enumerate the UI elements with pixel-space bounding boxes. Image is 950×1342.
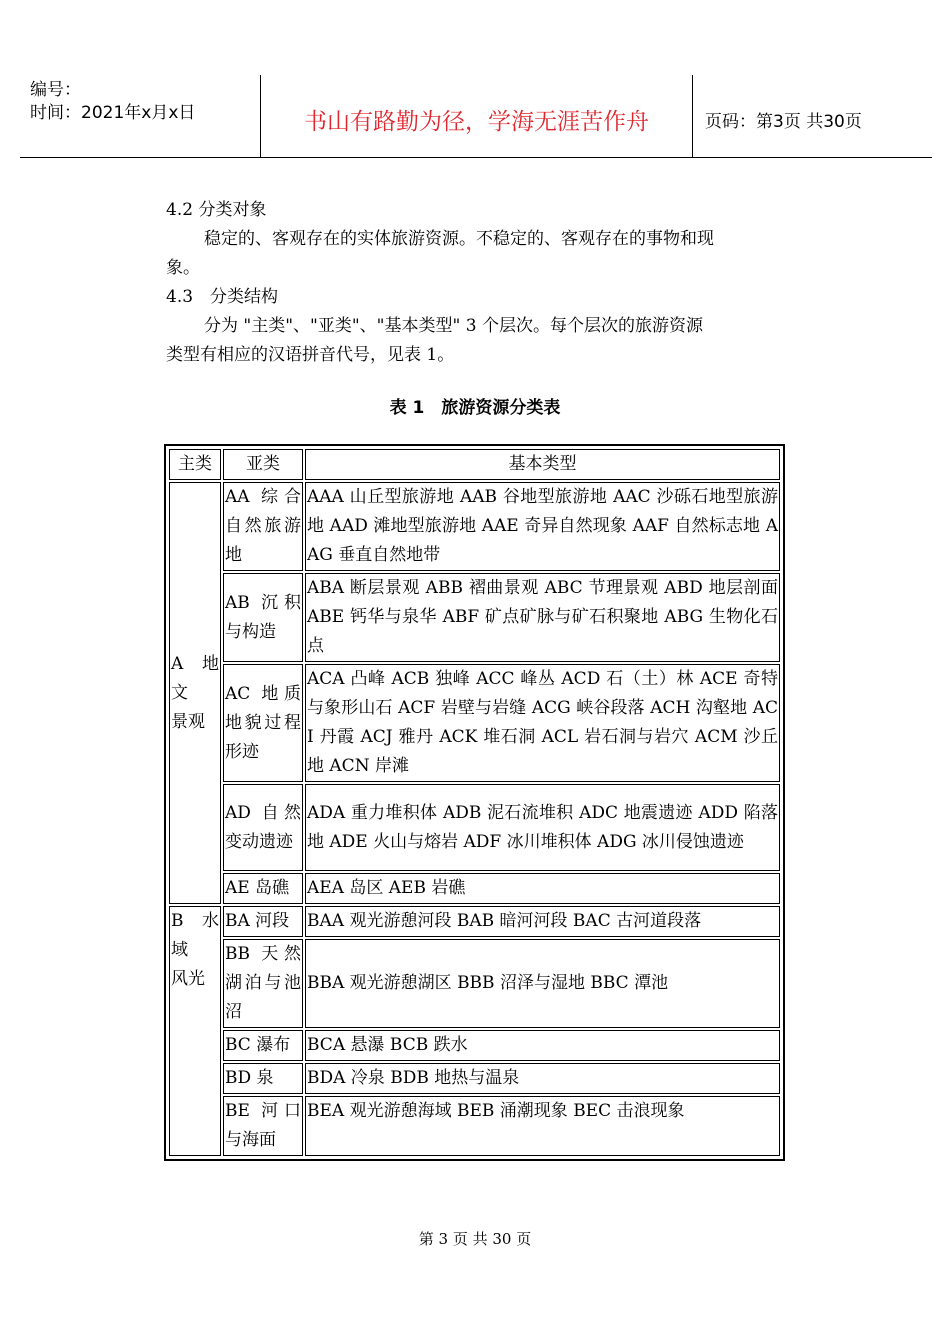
- doc-number-label: 编号：: [30, 80, 81, 100]
- table-row: [169, 873, 780, 904]
- basic-type-cell: AAA 山丘型旅游地 AAB 谷地型旅游地 AAC 沙砾石地型旅游地 AAD 滩地型旅游地 AAE 奇异自然现象 AAF 自然标志地 AAG 垂直自然地带: [305, 482, 780, 571]
- main-category-a: [169, 482, 221, 904]
- header-meta: [20, 75, 261, 157]
- basic-type-cell: BDA 冷泉 BDB 地热与温泉: [305, 1063, 780, 1094]
- header-main-category: 主类: [169, 449, 221, 480]
- table-row: [169, 1030, 780, 1061]
- sub-category-cell: BE 河口与海面: [223, 1096, 303, 1156]
- header-sub-category: 亚类: [223, 449, 303, 480]
- basic-type-cell: BAA 观光游憩河段 BAB 暗河河段 BAC 古河道段落: [305, 906, 780, 937]
- header-page-label: 页码：第3页 共30页: [705, 111, 862, 132]
- table-row: [169, 1063, 780, 1094]
- sub-category-cell: BC 瀑布: [223, 1030, 303, 1061]
- sub-category-cell: AC 地质地貌过程形迹: [223, 664, 303, 782]
- table-row: [169, 939, 780, 1028]
- table-row: [169, 573, 780, 662]
- main-category-b: [169, 906, 221, 1156]
- sub-category-cell: BA 河段: [223, 906, 303, 937]
- section-4-3-text-line1: 分为 "主类"、"亚类"、"基本类型" 3 个层次。每个层次的旅游资源: [204, 316, 703, 336]
- section-4-2-text-line1: 稳定的、客观存在的实体旅游资源。不稳定的、客观存在的事物和现: [204, 229, 714, 249]
- table-caption: 表 1 旅游资源分类表: [389, 398, 561, 418]
- sub-category-cell: AA 综合自然旅游地: [223, 482, 303, 571]
- basic-type-cell: ABA 断层景观 ABB 褶曲景观 ABC 节理景观 ABD 地层剖面 ABE 钙华与泉华 ABF 矿点矿脉与矿石积聚地 ABG 生物化石点: [305, 573, 780, 662]
- table-row: [169, 482, 780, 571]
- main-category-b-label: B 水域 风光: [171, 911, 219, 989]
- section-4-2-title: 4.2 分类对象: [166, 200, 267, 220]
- doc-time-label: 时间：2021年x月x日: [30, 103, 196, 123]
- section-4-3-title: 4.3 分类结构: [166, 287, 279, 307]
- section-4-3-text-line2: 类型有相应的汉语拼音代号，见表 1。: [166, 345, 455, 365]
- sub-category-cell: BB 天然湖泊与池沼: [223, 939, 303, 1028]
- sub-category-cell: AE 岛礁: [223, 873, 303, 904]
- table-row: [169, 906, 780, 937]
- basic-type-cell: BCA 悬瀑 BCB 跌水: [305, 1030, 780, 1061]
- table-header-row: [169, 449, 780, 480]
- sub-category-cell: AD 自然变动遗迹: [223, 784, 303, 871]
- sub-category-cell: AB 沉积与构造: [223, 573, 303, 662]
- page-header: [20, 75, 932, 158]
- main-category-a-label: A 地文 景观: [171, 653, 219, 732]
- table-row: [169, 784, 780, 871]
- basic-type-cell: BBA 观光游憩湖区 BBB 沼泽与湿地 BBC 潭池: [305, 939, 780, 1028]
- sub-category-cell: BD 泉: [223, 1063, 303, 1094]
- basic-type-cell: ACA 凸峰 ACB 独峰 ACC 峰丛 ACD 石（土）林 ACE 奇特与象形山石 ACF 岩壁与岩缝 ACG 峡谷段落 ACH 沟壑地 ACI 丹霞 ACJ 雅丹 ACK 堆石洞 ACL 岩石洞与岩穴 ACM 沙丘地 ACN 岸滩: [305, 664, 780, 782]
- basic-type-cell: BEA 观光游憩海域 BEB 涌潮现象 BEC 击浪现象: [305, 1096, 780, 1156]
- header-basic-type: 基本类型: [305, 449, 780, 480]
- basic-type-cell: ADA 重力堆积体 ADB 泥石流堆积 ADC 地震遗迹 ADD 陷落地 ADE 火山与熔岩 ADF 冰川堆积体 ADG 冰川侵蚀遗迹: [305, 784, 780, 871]
- section-4-2-text-line2: 象。: [166, 258, 200, 278]
- table-row: [169, 664, 780, 782]
- page-footer: 第 3 页 共 30 页: [418, 1230, 532, 1248]
- classification-table: [164, 444, 785, 1161]
- basic-type-cell: AEA 岛区 AEB 岩礁: [305, 873, 780, 904]
- header-motto: 书山有路勤为径，学海无涯苦作舟: [261, 75, 693, 157]
- table-row: [169, 1096, 780, 1156]
